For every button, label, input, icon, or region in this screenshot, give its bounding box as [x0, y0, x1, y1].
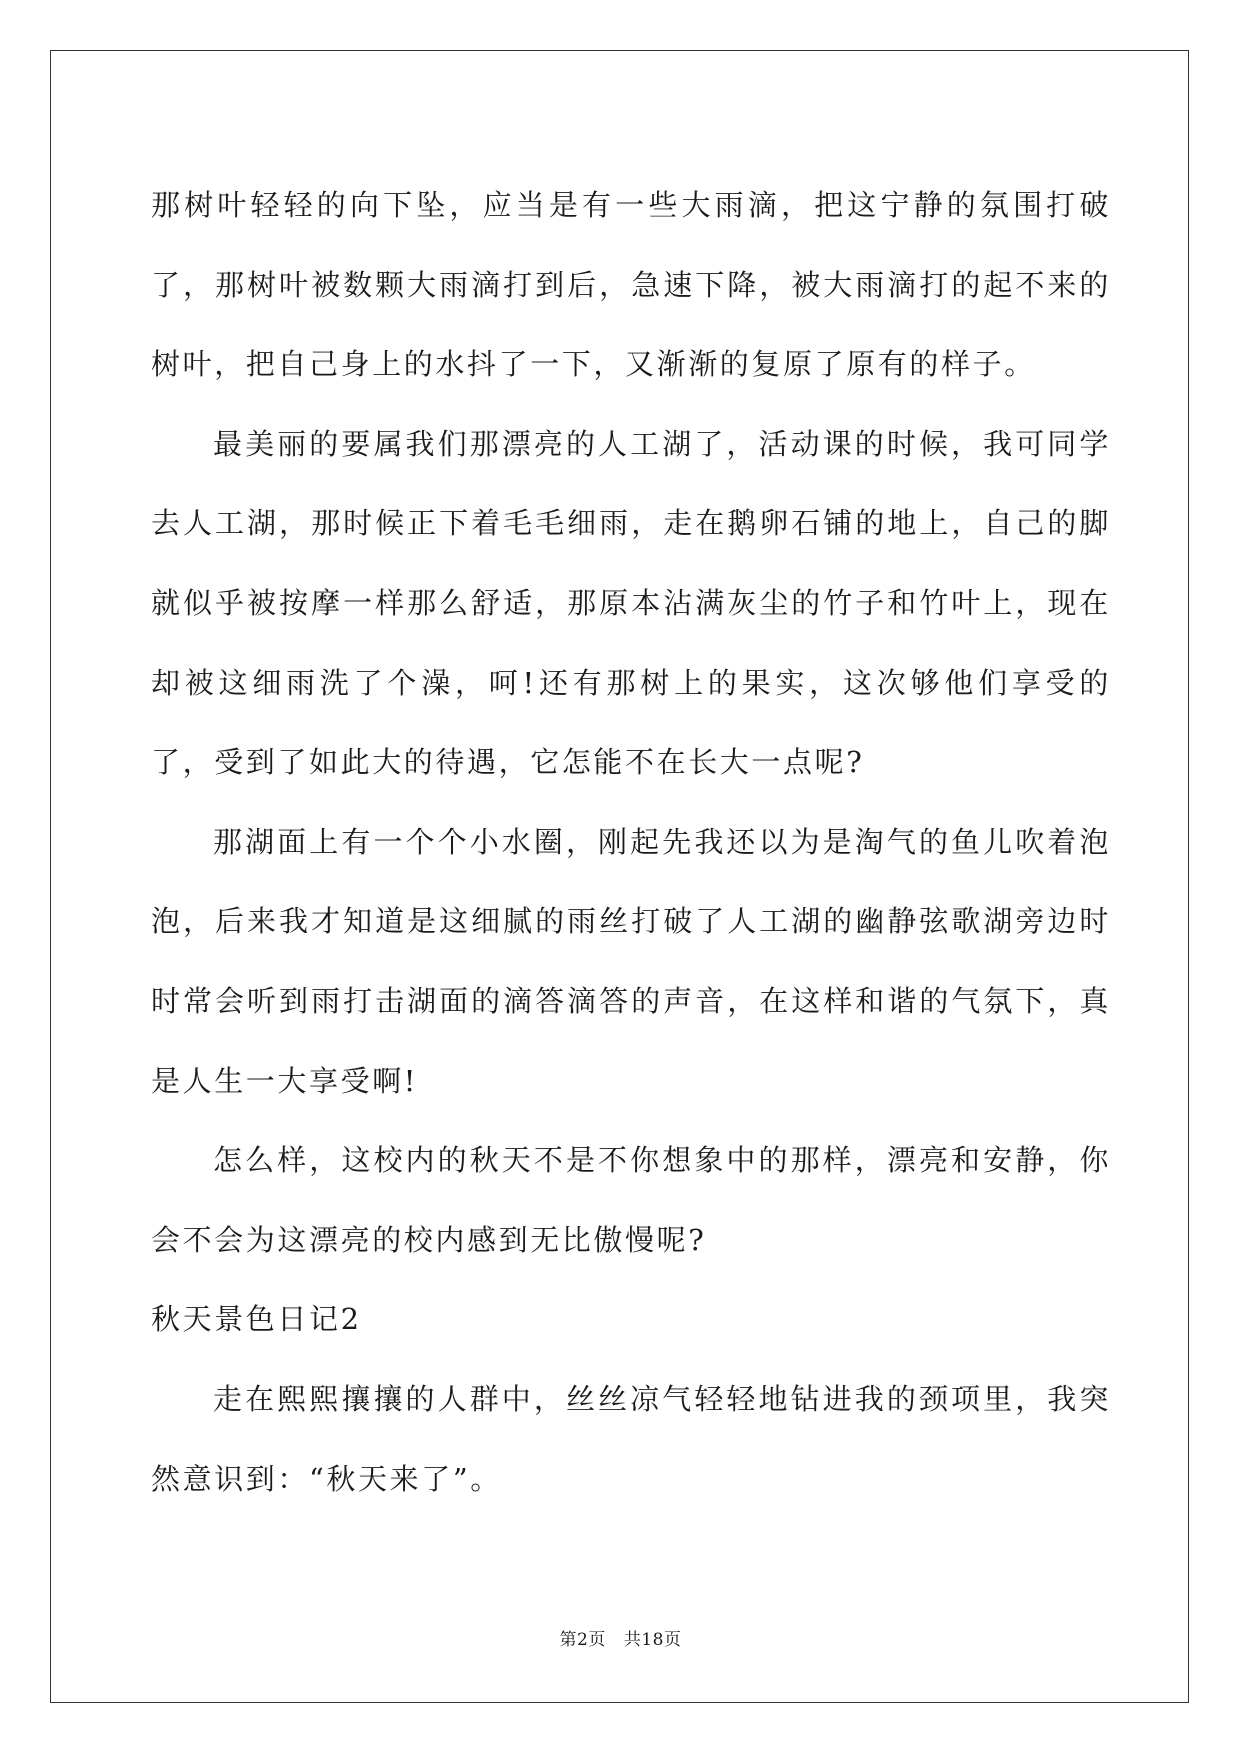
page-total: 共18页	[623, 1630, 682, 1650]
paragraph-4: 怎么样，这校内的秋天不是不你想象中的那样，漂亮和安静，你会不会为这漂亮的校内感到无比傲慢呢?	[151, 1143, 1111, 1257]
paragraph-2: 最美丽的要属我们那漂亮的人工湖了，活动课的时候，我可同学去人工湖，那时候正下着毛毛细雨，走在鹅卵石铺的地上，自己的脚就似乎被按摩一样那么舒适，那原本沾满灰尘的竹子和竹叶上，现在却被这细雨洗了个澡，呵!还有那树上的果实，这次够他们享受的了，受到了如此大的待遇，它怎能不在长大一点呢?	[151, 426, 1111, 780]
section-heading: 秋天景色日记2	[151, 1302, 362, 1337]
paragraph-3: 那湖面上有一个个小水圈，刚起先我还以为是淘气的鱼儿吹着泡泡，后来我才知道是这细腻的雨丝打破了人工湖的幽静弦歌湖旁边时时常会听到雨打击湖面的滴答滴答的声音，在这样和谐的气氛下，真是人生一大享受啊!	[151, 824, 1111, 1098]
document-body	[151, 166, 1111, 1519]
page-number: 第2页	[559, 1630, 606, 1650]
paragraph-5: 走在熙熙攘攘的人群中，丝丝凉气轻轻地钻进我的颈项里，我突然意识到：“秋天来了”。	[151, 1381, 1111, 1496]
paragraph-1: 那树叶轻轻的向下坠，应当是有一些大雨滴，把这宁静的氛围打破了，那树叶被数颗大雨滴打到后，急速下降，被大雨滴打的起不来的树叶，把自己身上的水抖了一下，又渐渐的复原了原有的样子。	[151, 188, 1111, 382]
page-footer	[0, 1625, 1241, 1650]
